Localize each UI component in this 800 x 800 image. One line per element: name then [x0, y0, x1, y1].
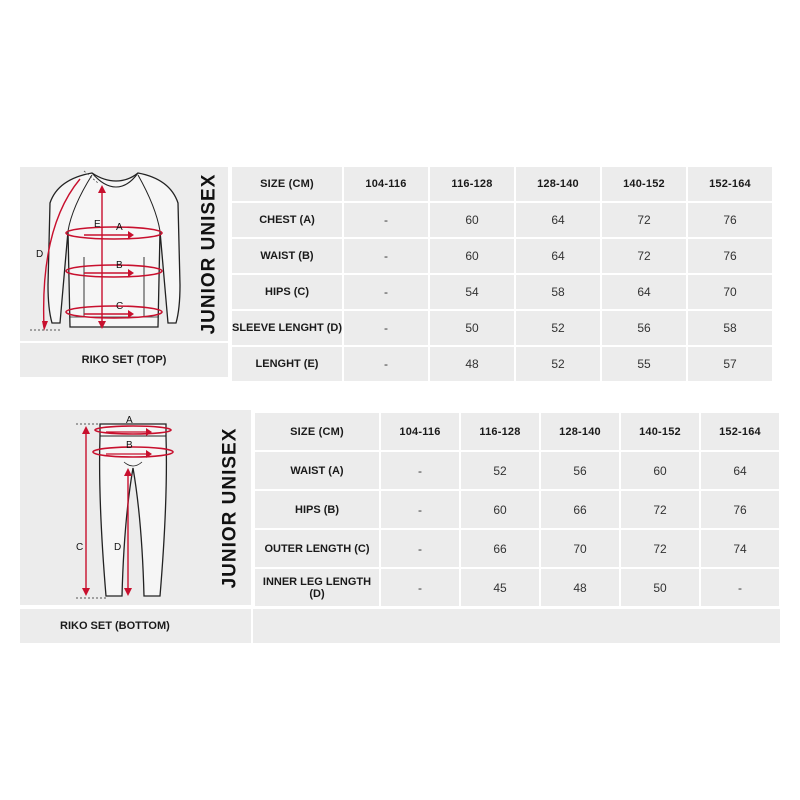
table-cell: 58: [516, 275, 600, 309]
size-column-header: 128-140: [516, 167, 600, 201]
bottom-caption-text: RIKO SET (BOTTOM): [60, 620, 170, 632]
table-cell: 76: [688, 203, 772, 237]
table-cell: -: [344, 275, 428, 309]
size-column-header: 128-140: [541, 413, 619, 450]
table-cell: 52: [516, 311, 600, 345]
table-cell: 50: [430, 311, 514, 345]
diagram-label-c: C: [116, 301, 124, 312]
diagram-label-a: A: [126, 415, 133, 426]
table-cell: 66: [541, 491, 619, 528]
top-caption-text: RIKO SET (TOP): [81, 354, 167, 366]
size-column-header: 116-128: [430, 167, 514, 201]
size-column-header: 104-116: [344, 167, 428, 201]
diagram-label-b: B: [126, 440, 133, 451]
table-cell: 64: [516, 203, 600, 237]
table-cell: -: [344, 347, 428, 381]
top-side-title-text: JUNIOR UNISEX: [198, 173, 219, 335]
table-cell: 56: [602, 311, 686, 345]
table-cell: 54: [430, 275, 514, 309]
measurement-label: SLEEVE LENGHT (D): [232, 311, 342, 345]
table-cell: 72: [602, 203, 686, 237]
table-cell: -: [381, 452, 459, 489]
diagram-label-b: B: [116, 260, 123, 271]
table-cell: -: [381, 491, 459, 528]
table-cell: 66: [461, 530, 539, 567]
table-cell: 70: [541, 530, 619, 567]
table-cell: -: [381, 569, 459, 606]
bottom-caption-filler: [253, 609, 780, 643]
table-cell: 48: [430, 347, 514, 381]
table-cell: 76: [701, 491, 779, 528]
top-product-caption: [20, 343, 228, 377]
bottom-product-caption: [20, 609, 251, 643]
table-cell: 64: [516, 239, 600, 273]
table-cell: 58: [688, 311, 772, 345]
measurement-label: HIPS (B): [255, 491, 379, 528]
size-header-label: SIZE (CM): [255, 413, 379, 450]
table-cell: 48: [541, 569, 619, 606]
bottom-side-title-text: JUNIOR UNISEX: [219, 427, 241, 588]
size-column-header: 140-152: [602, 167, 686, 201]
diagram-label-a: A: [116, 222, 123, 233]
diagram-label-c: C: [76, 542, 84, 553]
table-cell: -: [344, 239, 428, 273]
table-cell: 70: [688, 275, 772, 309]
measurement-label: LENGHT (E): [232, 347, 342, 381]
table-cell: 57: [688, 347, 772, 381]
table-cell: -: [344, 203, 428, 237]
table-cell: 64: [701, 452, 779, 489]
table-cell: 72: [602, 239, 686, 273]
table-cell: 55: [602, 347, 686, 381]
measurement-label: WAIST (B): [232, 239, 342, 273]
measurement-label: CHEST (A): [232, 203, 342, 237]
table-cell: 60: [461, 491, 539, 528]
diagram-label-d: D: [114, 542, 122, 553]
table-cell: 45: [461, 569, 539, 606]
top-side-title: [190, 167, 228, 341]
table-cell: 60: [430, 239, 514, 273]
table-cell: 76: [688, 239, 772, 273]
measurement-label: OUTER LENGTH (C): [255, 530, 379, 567]
table-cell: 60: [430, 203, 514, 237]
table-cell: 64: [602, 275, 686, 309]
measurement-label: INNER LEG LENGTH (D): [255, 569, 379, 606]
size-column-header: 140-152: [621, 413, 699, 450]
table-cell: 60: [621, 452, 699, 489]
table-cell: 72: [621, 530, 699, 567]
table-cell: 56: [541, 452, 619, 489]
table-cell: -: [381, 530, 459, 567]
diagram-label-d: D: [36, 249, 44, 260]
table-cell: -: [344, 311, 428, 345]
diagram-label-e: E: [94, 219, 101, 230]
size-column-header: 152-164: [701, 413, 779, 450]
table-cell: 72: [621, 491, 699, 528]
size-column-header: 116-128: [461, 413, 539, 450]
table-cell: 74: [701, 530, 779, 567]
size-column-header: 104-116: [381, 413, 459, 450]
size-header-label: SIZE (CM): [232, 167, 342, 201]
table-cell: 52: [461, 452, 539, 489]
table-cell: -: [701, 569, 779, 606]
size-column-header: 152-164: [688, 167, 772, 201]
table-cell: 50: [621, 569, 699, 606]
table-cell: 52: [516, 347, 600, 381]
measurement-label: HIPS (C): [232, 275, 342, 309]
measurement-label: WAIST (A): [255, 452, 379, 489]
bottom-side-title: [210, 410, 251, 605]
